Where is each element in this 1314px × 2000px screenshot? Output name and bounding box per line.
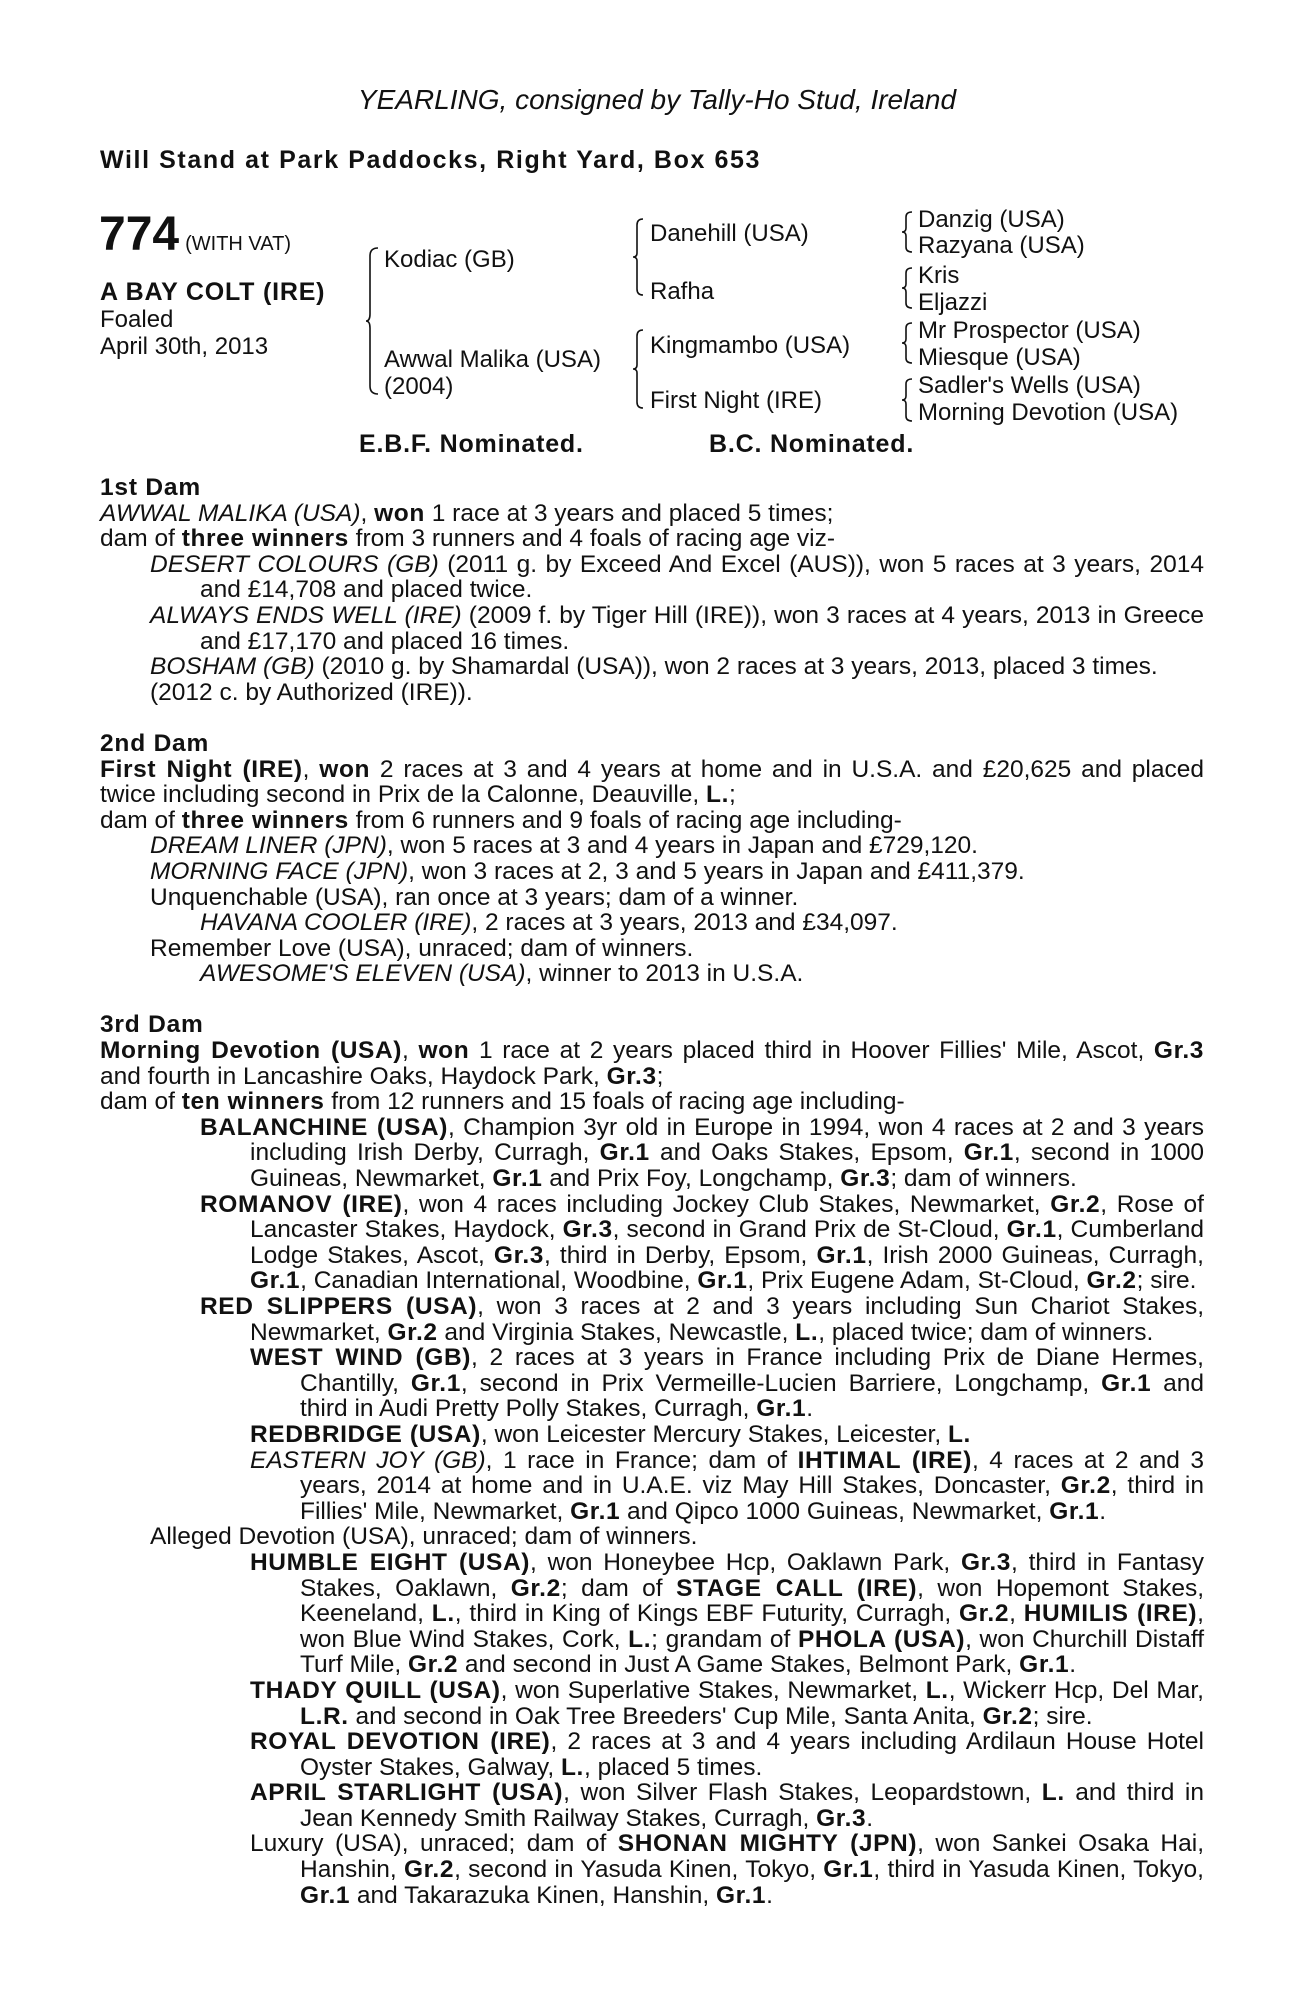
horse-name: REDBRIDGE (USA) xyxy=(250,1420,481,1448)
dam-dam: First Night (IRE) xyxy=(650,387,823,414)
horse-name: WEST WIND (GB) xyxy=(250,1344,471,1372)
progeny-entry: Unquenchable (USA), ran once at 3 years; dam of a winner. xyxy=(150,883,799,911)
dam-name: Awwal Malika (USA) xyxy=(384,346,601,373)
g3-ancestor: Morning Devotion (USA) xyxy=(918,399,1179,426)
progeny-entry: HUMBLE EIGHT (USA), won Honeybee Hcp, Oaklawn Park, Gr.3, third in Fantasy Stakes, Oaklawn, Gr.2; dam of STAGE CALL (IRE), won Hopemont Stakes, Keeneland, L., third in King of Kings EBF Futurity, Curragh, Gr.2, HUMILIS (IRE), won Blue Wind Stakes, Cork, L.; grandam of PHOLA (USA), won Churchill Distaff Turf Mile, Gr.2 and second in Just A Game Stakes, Belmont Park, Gr.1. xyxy=(250,1548,1205,1679)
progeny-entry: REDBRIDGE (USA), won Leicester Mercury Stakes, Leicester, L. xyxy=(250,1420,971,1448)
g3-bracket-4 xyxy=(902,379,914,421)
progeny-entry: ALWAYS ENDS WELL (IRE) (2009 f. by Tiger Hill (IRE)), won 3 races at 4 years, 2013 in Greece and £17,170 and placed 16 times. xyxy=(150,601,1204,655)
dam-entry: AWWAL MALIKA (USA), won 1 race at 3 years and placed 5 times; xyxy=(100,499,834,527)
g3-ancestor: Sadler's Wells (USA) xyxy=(918,372,1141,399)
horse-name: RED SLIPPERS (USA) xyxy=(200,1293,478,1320)
progeny-entry: MORNING FACE (JPN), won 3 races at 2, 3 and 5 years in Japan and £411,379. xyxy=(150,857,1025,885)
dam-parents-bracket xyxy=(633,330,645,408)
dam-year: (2004) xyxy=(384,373,454,400)
g3-bracket-3 xyxy=(902,323,914,363)
winners-count: three winners xyxy=(181,525,349,553)
horse-name: EASTERN JOY (GB) xyxy=(250,1446,486,1474)
progeny-entry: Remember Love (USA), unraced; dam of winners. xyxy=(150,934,694,962)
sire-dam: Rafha xyxy=(650,278,715,305)
progeny-entry: ROYAL DEVOTION (IRE), 2 races at 3 and 4 years including Ardilaun House Hotel Oyster Stakes, Galway, L., placed 5 times. xyxy=(250,1728,1204,1781)
dam-name: Morning Devotion (USA) xyxy=(100,1037,403,1065)
g3-ancestor: Danzig (USA) xyxy=(918,206,1065,233)
horse-name: ALWAYS ENDS WELL (IRE) xyxy=(150,601,462,629)
progeny-entry: EASTERN JOY (GB), 1 race in France; dam of IHTIMAL (IRE), 4 races at 2 and 3 years, 2014 at home and in U.A.E. viz May Hill Stakes, Doncaster, Gr.2, third in Fillies' Mile, Newmarket, Gr.1 and Qipco 1000 Guineas, Newmarket, Gr.1. xyxy=(250,1446,1204,1525)
dam-record: dam of three winners from 3 runners and 4 foals of racing age viz- xyxy=(100,525,835,553)
foaled-date: April 30th, 2013 xyxy=(100,333,269,360)
sire-name: Kodiac (GB) xyxy=(384,246,515,273)
g3-ancestor: Miesque (USA) xyxy=(918,344,1081,371)
g3-ancestor: Kris xyxy=(918,262,960,289)
progeny-entry: HAVANA COOLER (IRE), 2 races at 3 years, 2013 and £34,097. xyxy=(200,909,898,937)
horse-name: THADY QUILL (USA) xyxy=(250,1676,501,1704)
sire-dam-bracket xyxy=(366,248,380,394)
progeny-entry: DESERT COLOURS (GB) (2011 g. by Exceed And Excel (AUS)), won 5 races at 3 years, 2014 and £14,708 and placed twice. xyxy=(150,550,1204,604)
winners-count: three winners xyxy=(181,806,349,834)
dam-entry: First Night (IRE), won 2 races at 3 and 4 years at home and in U.S.A. and £20,625 and placed twice including second in Prix de la Calonne, Deauville, L.; xyxy=(100,755,1204,809)
horse-name: HAVANA COOLER (IRE) xyxy=(200,909,472,937)
progeny-entry: APRIL STARLIGHT (USA), won Silver Flash Stakes, Leopardstown, L. and third in Jean Kennedy Smith Railway Stakes, Curragh, Gr.3. xyxy=(250,1779,1204,1832)
sire-sire: Danehill (USA) xyxy=(650,220,809,247)
progeny-entry: BOSHAM (GB) (2010 g. by Shamardal (USA)), won 2 races at 3 years, 2013, placed 3 times. xyxy=(150,653,1158,681)
horse-name: DESERT COLOURS (GB) xyxy=(150,550,439,578)
horse-name: BOSHAM (GB) xyxy=(150,653,315,681)
progeny-entry: WEST WIND (GB), 2 races at 3 years in France including Prix de Diane Hermes, Chantilly, Gr.1, second in Prix Vermeille-Lucien Barriere, Longchamp, Gr.1 and third in Audi Pretty Polly Stakes, Curragh, Gr.1. xyxy=(250,1344,1204,1423)
winners-count: ten winners xyxy=(181,1088,325,1116)
progeny-entry: AWESOME'S ELEVEN (USA), winner to 2013 in U.S.A. xyxy=(200,960,804,988)
g3-ancestor: Eljazzi xyxy=(918,289,988,316)
ebf-nominated: E.B.F. Nominated. xyxy=(359,430,584,458)
third-dam-heading: 3rd Dam xyxy=(100,1011,204,1039)
second-dam-heading: 2nd Dam xyxy=(100,729,210,757)
race-grade: L. xyxy=(706,781,730,809)
dam-record: dam of ten winners from 12 runners and 15 foals of racing age including- xyxy=(100,1088,905,1116)
horse-name: ROYAL DEVOTION (IRE) xyxy=(250,1728,551,1756)
dam-entry: Morning Devotion (USA), won 1 race at 2 years placed third in Hoover Fillies' Mile, Ascot, Gr.3 and fourth in Lancashire Oaks, Haydock Park, Gr.3; xyxy=(100,1037,1204,1090)
progeny-entry: RED SLIPPERS (USA), won 3 races at 2 and 3 years including Sun Chariot Stakes, Newmarket, Gr.2 and Virginia Stakes, Newcastle, L., placed twice; dam of winners. xyxy=(200,1293,1204,1346)
g3-ancestor: Mr Prospector (USA) xyxy=(918,317,1141,344)
stand-location: Will Stand at Park Paddocks, Right Yard, Box 653 xyxy=(100,146,762,174)
dam-record: dam of three winners from 6 runners and 9 foals of racing age including- xyxy=(100,806,902,834)
dam-line-body xyxy=(100,475,1204,1908)
horse-name: DREAM LINER (JPN) xyxy=(150,832,387,860)
lot-title: A BAY COLT (IRE) xyxy=(100,278,326,306)
dam-sire: Kingmambo (USA) xyxy=(650,332,851,359)
won-label: won xyxy=(319,755,371,783)
foaled-label: Foaled xyxy=(100,306,174,333)
progeny-entry: Alleged Devotion (USA), unraced; dam of winners. xyxy=(150,1523,698,1551)
lot-number-block xyxy=(99,210,291,260)
progeny-entry: ROMANOV (IRE), won 4 races including Jockey Club Stakes, Newmarket, Gr.2, Rose of Lancaster Stakes, Haydock, Gr.3, second in Grand Prix de St-Cloud, Gr.1, Cumberland Lodge Stakes, Ascot, Gr.3, third in Derby, Epsom, Gr.1, Irish 2000 Guineas, Curragh, Gr.1, Canadian International, Woodbine, Gr.1, Prix Eugene Adam, St-Cloud, Gr.2; sire. xyxy=(200,1190,1204,1295)
progeny-entry: DREAM LINER (JPN), won 5 races at 3 and 4 years in Japan and £729,120. xyxy=(150,832,978,860)
progeny-entry: BALANCHINE (USA), Champion 3yr old in Europe in 1994, won 4 races at 2 and 3 years including Irish Derby, Curragh, Gr.1 and Oaks Stakes, Epsom, Gr.1, second in 1000 Guineas, Newmarket, Gr.1 and Prix Foy, Longchamp, Gr.3; dam of winners. xyxy=(200,1113,1205,1193)
horse-name: MORNING FACE (JPN) xyxy=(150,857,409,885)
progeny-entry: Luxury (USA), unraced; dam of SHONAN MIGHTY (JPN), won Sankei Osaka Hai, Hanshin, Gr.2, second in Yasuda Kinen, Tokyo, Gr.1, third in Yasuda Kinen, Tokyo, Gr.1 and Takarazuka Kinen, Hanshin, Gr.1. xyxy=(250,1830,1204,1909)
horse-name: ROMANOV (IRE) xyxy=(200,1190,403,1218)
first-dam-heading: 1st Dam xyxy=(100,474,201,501)
horse-name: AWESOME'S ELEVEN (USA) xyxy=(200,960,526,988)
dam-name: First Night (IRE) xyxy=(100,755,303,783)
won-label: won xyxy=(374,499,425,527)
consignor-line: YEARLING, consigned by Tally-Ho Stud, Ireland xyxy=(357,84,957,115)
horse-name: APRIL STARLIGHT (USA) xyxy=(250,1779,564,1807)
dam-name: AWWAL MALIKA (USA) xyxy=(100,499,361,527)
bc-nominated: B.C. Nominated. xyxy=(709,430,915,458)
sire-parents-bracket xyxy=(633,219,645,295)
won-label: won xyxy=(418,1037,470,1065)
g3-ancestor: Razyana (USA) xyxy=(918,232,1085,259)
horse-name: BALANCHINE (USA) xyxy=(200,1113,448,1141)
progeny-entry: THADY QUILL (USA), won Superlative Stakes, Newmarket, L., Wickerr Hcp, Del Mar, L.R. and second in Oak Tree Breeders' Cup Mile, Santa Anita, Gr.2; sire. xyxy=(250,1676,1204,1730)
vat-note: (WITH VAT) xyxy=(185,233,291,255)
g3-bracket-1 xyxy=(902,212,914,252)
progeny-entry: (2012 c. by Authorized (IRE)). xyxy=(150,678,473,706)
g3-bracket-2 xyxy=(902,268,914,308)
horse-name: HUMBLE EIGHT (USA) xyxy=(250,1548,531,1576)
lot-number: 774 xyxy=(99,208,180,261)
